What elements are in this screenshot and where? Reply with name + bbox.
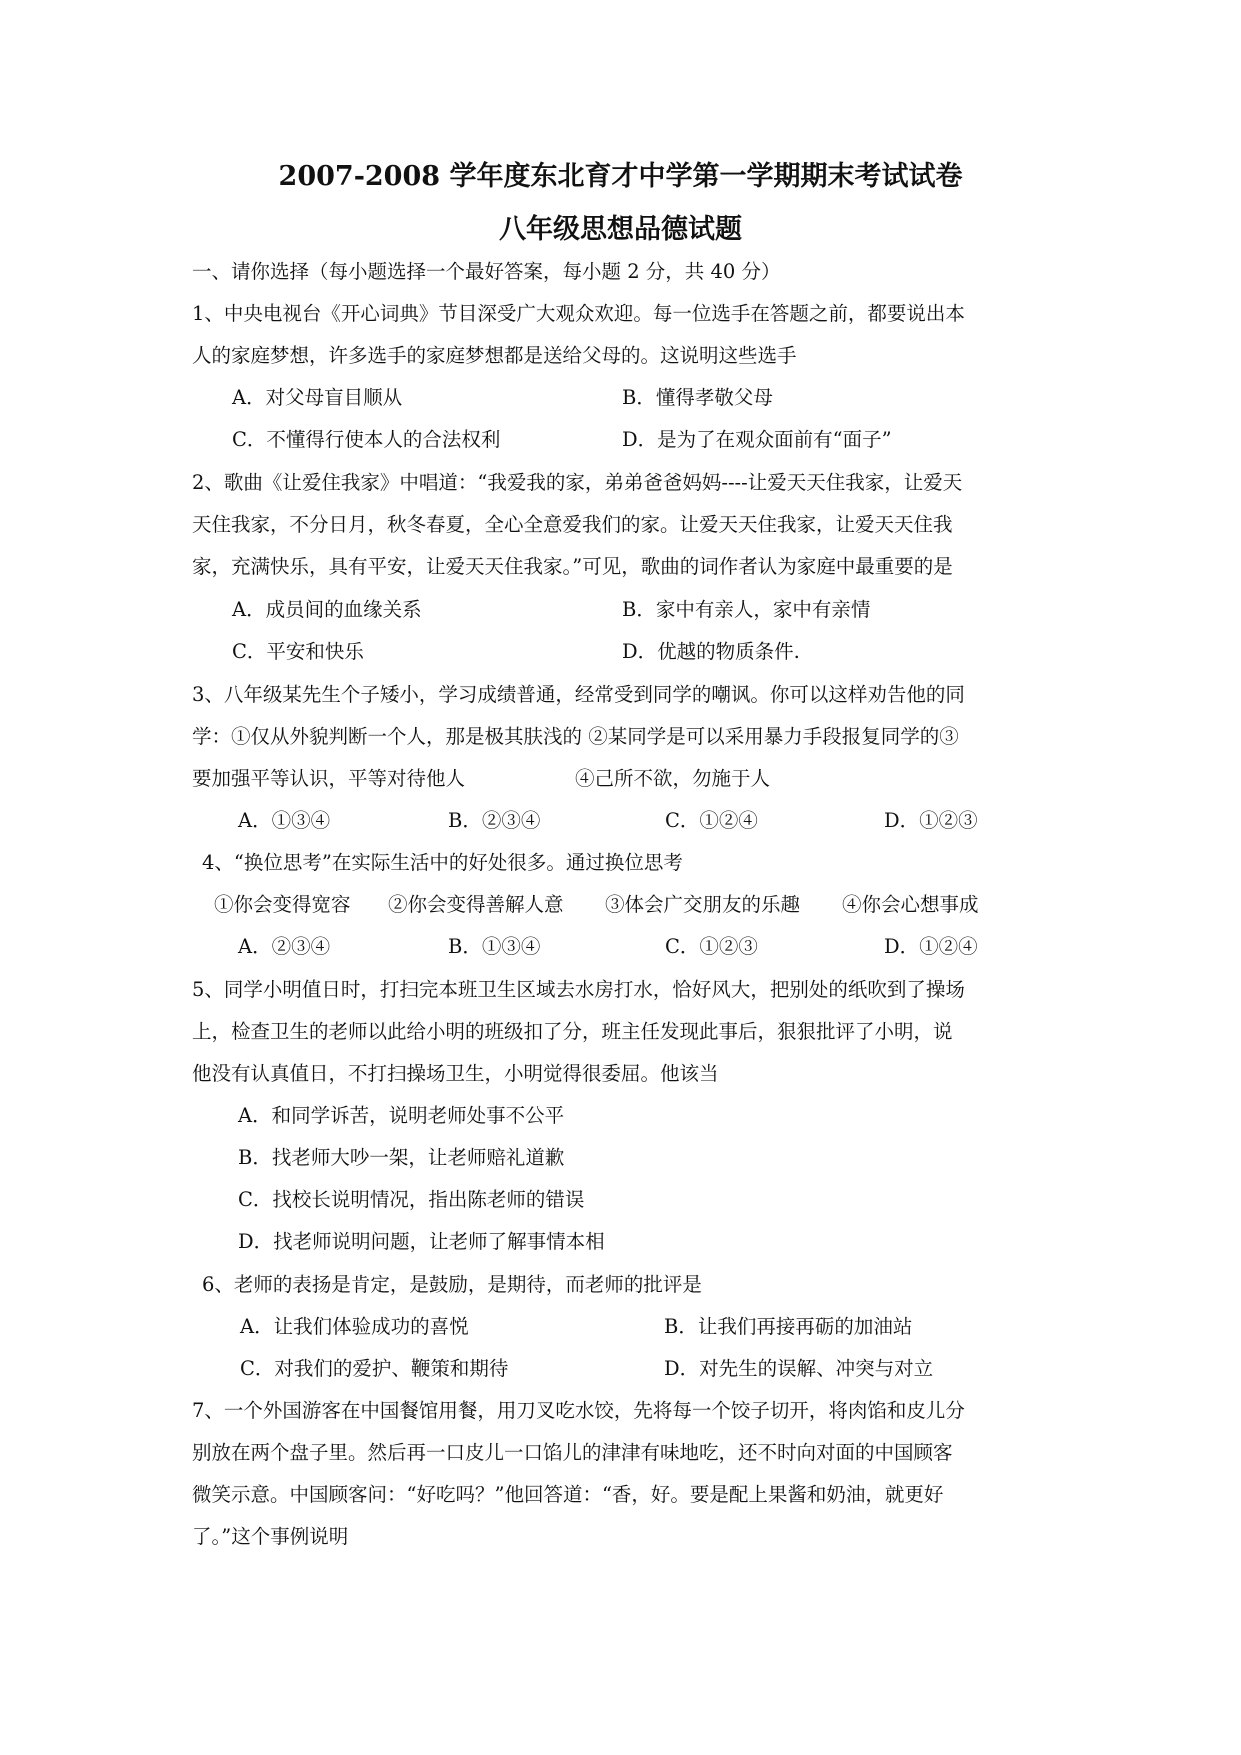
option-a: A．让我们体验成功的喜悦 bbox=[240, 1315, 469, 1338]
option-c: C．①②④ bbox=[665, 809, 758, 832]
option-a: A．成员间的血缘关系 bbox=[232, 598, 422, 621]
option-b: B．懂得孝敬父母 bbox=[622, 386, 773, 409]
question-text-line: 他没有认真值日，不打扫操场卫生，小明觉得很委屈。他该当 bbox=[192, 1062, 719, 1085]
question-text-line: 1、中央电视台《开心词典》节目深受广大观众欢迎。每一位选手在答题之前，都要说出本 bbox=[192, 302, 965, 325]
option-b: B．让我们再接再砺的加油站 bbox=[664, 1315, 913, 1338]
option-a: A．对父母盲目顺从 bbox=[232, 386, 403, 409]
exam-subtitle: 八年级思想品德试题 bbox=[499, 214, 742, 245]
question-text-line: 学：①仅从外貌判断一个人，那是极其肤浅的 ②某同学是可以采用暴力手段报复同学的③ bbox=[192, 725, 959, 748]
question-text-line: 家，充满快乐，具有平安，让爱天天住我家。”可见，歌曲的词作者认为家庭中最重要的是 bbox=[192, 555, 953, 578]
option-d: D．对先生的误解、冲突与对立 bbox=[664, 1357, 934, 1380]
question-text-line: 上，检查卫生的老师以此给小明的班级扣了分，班主任发现此事后，狠狠批评了小明，说 bbox=[192, 1020, 953, 1043]
option-c: C．平安和快乐 bbox=[232, 640, 364, 663]
question-text-line: 2、歌曲《让爱住我家》中唱道：“我爱我的家，弟弟爸爸妈妈----让爱天天住我家，让爱天 bbox=[192, 471, 963, 494]
option-b: B．找老师大吵一架，让老师赔礼道歉 bbox=[238, 1146, 565, 1169]
option-d: D．找老师说明问题，让老师了解事情本相 bbox=[238, 1230, 605, 1253]
option-d: D．①②③ bbox=[884, 809, 978, 832]
statement-2: ②你会变得善解人意 bbox=[388, 893, 564, 916]
option-c: C．找校长说明情况，指出陈老师的错误 bbox=[238, 1188, 585, 1211]
question-text-line: 3、八年级某先生个子矮小，学习成绩普通，经常受到同学的嘲讽。你可以这样劝告他的同 bbox=[192, 683, 965, 706]
option-d: D．是为了在观众面前有“面子” bbox=[622, 428, 892, 451]
question-text-line: ④己所不欲，勿施于人 bbox=[575, 767, 771, 790]
statement-3: ③体会广交朋友的乐趣 bbox=[605, 893, 801, 916]
option-a: A．②③④ bbox=[238, 935, 331, 958]
option-d: D．优越的物质条件. bbox=[622, 640, 800, 663]
option-b: B．②③④ bbox=[448, 809, 541, 832]
option-c: C．①②③ bbox=[665, 935, 758, 958]
statement-1: ①你会变得宽容 bbox=[214, 893, 351, 916]
question-text-line: 4、“换位思考”在实际生活中的好处很多。通过换位思考 bbox=[202, 851, 683, 874]
option-b: B．家中有亲人，家中有亲情 bbox=[622, 598, 871, 621]
option-a: A．①③④ bbox=[238, 809, 331, 832]
statement-4: ④你会心想事成 bbox=[842, 893, 979, 916]
section-heading: 一、请你选择（每小题选择一个最好答案，每小题 2 分，共 40 分） bbox=[192, 260, 781, 283]
option-b: B．①③④ bbox=[448, 935, 541, 958]
option-c: C．不懂得行使本人的合法权利 bbox=[232, 428, 501, 451]
option-a: A．和同学诉苦，说明老师处事不公平 bbox=[238, 1104, 565, 1127]
option-d: D．①②④ bbox=[884, 935, 978, 958]
question-text-line: 7、一个外国游客在中国餐馆用餐，用刀叉吃水饺，先将每一个饺子切开，将肉馅和皮儿分 bbox=[192, 1399, 965, 1422]
question-text-line: 6、老师的表扬是肯定，是鼓励，是期待，而老师的批评是 bbox=[202, 1273, 702, 1296]
question-text-line: 5、同学小明值日时，打扫完本班卫生区域去水房打水，恰好风大，把别处的纸吹到了操场 bbox=[192, 978, 965, 1001]
question-text-line: 要加强平等认识，平等对待他人 bbox=[192, 767, 466, 790]
question-text-line: 微笑示意。中国顾客问：“好吃吗？”他回答道：“香，好。要是配上果酱和奶油，就更好 bbox=[192, 1483, 944, 1506]
question-text-line: 天住我家，不分日月，秋冬春夏，全心全意爱我们的家。让爱天天住我家，让爱天天住我 bbox=[192, 513, 953, 536]
question-text-line: 了。”这个事例说明 bbox=[192, 1525, 349, 1548]
question-text-line: 别放在两个盘子里。然后再一口皮儿一口馅儿的津津有味地吃，还不时向对面的中国顾客 bbox=[192, 1441, 953, 1464]
question-text-line: 人的家庭梦想，许多选手的家庭梦想都是送给父母的。这说明这些选手 bbox=[192, 344, 797, 367]
option-c: C．对我们的爱护、鞭策和期待 bbox=[240, 1357, 509, 1380]
exam-title: 2007-2008 学年度东北育才中学第一学期期末考试试卷 bbox=[278, 161, 963, 192]
